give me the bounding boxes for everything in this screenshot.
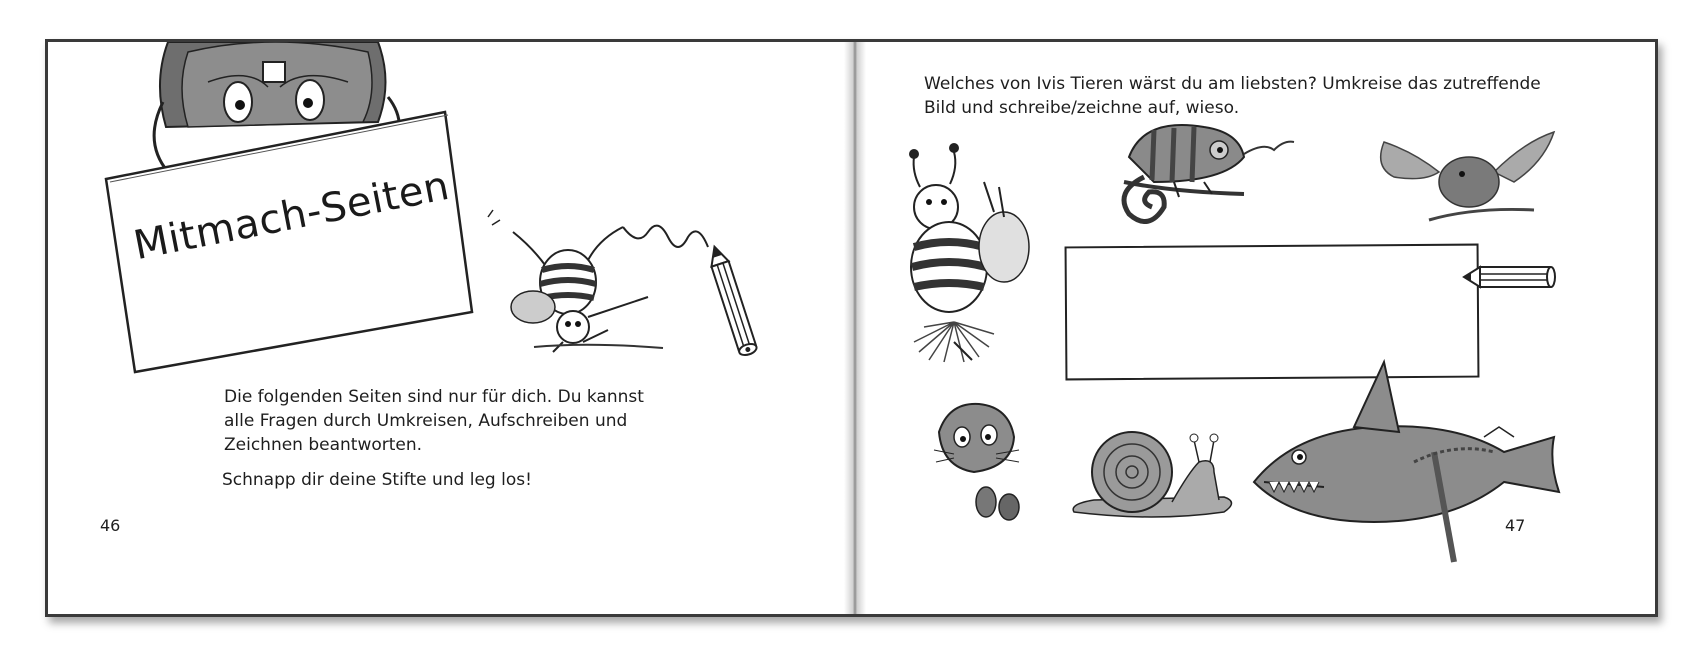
call-to-action-text: Schnapp dir deine Stifte und leg los! xyxy=(222,470,532,490)
page-number: 46 xyxy=(100,516,121,535)
open-book-spread xyxy=(45,39,1658,617)
shark-illustration xyxy=(854,42,1655,614)
intro-text: Die folgenden Seiten sind nur für dich. Du kannst alle Fragen durch Umkreisen, Aufschreiben und Zeichnen beantworten. xyxy=(224,387,644,455)
page-number: 47 xyxy=(1505,516,1526,535)
question-text: Welches von Ivis Tieren wärst du am liebsten? Umkreise das zutreffende Bild und schreibe/zeichne auf, wieso. xyxy=(924,74,1541,118)
sign-title: Mitmach-Seiten xyxy=(130,162,454,270)
pencil-icon xyxy=(703,252,763,362)
right-page xyxy=(854,42,1655,614)
left-page xyxy=(48,42,854,614)
